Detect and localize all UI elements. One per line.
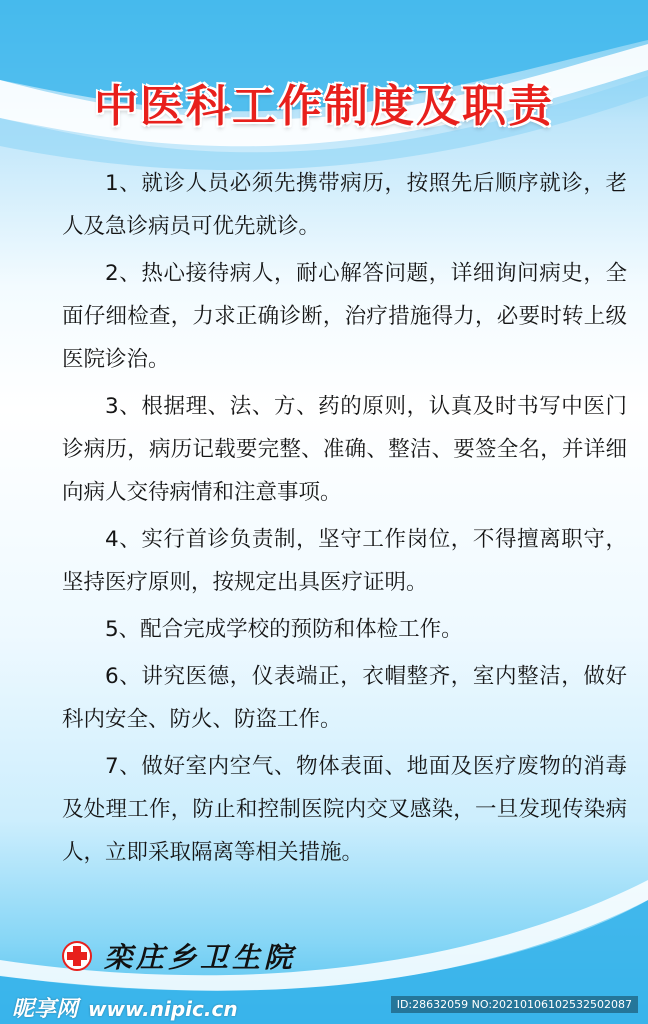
page-title: 中医科工作制度及职责 [94, 81, 554, 132]
rule-item: 5、配合完成学校的预防和体检工作。 [105, 617, 463, 642]
rule-item: 6、讲究医德，仪表端正，衣帽整齐，室内整洁，做好科内安全、防火、防盗工作。 [62, 664, 627, 732]
site-watermark [12, 992, 238, 1023]
hospital-logo [62, 936, 296, 976]
rule-item: 4、实行首诊负责制，坚守工作岗位，不得擅离职守，坚持医疗原则，按规定出具医疗证明。 [62, 527, 627, 595]
watermark-brand: 昵享网 [12, 997, 79, 1022]
rule-item: 1、就诊人员必须先携带病历，按照先后顺序就诊，老人及急诊病员可优先就诊。 [62, 171, 627, 239]
watermark-url: www.nipic.cn [88, 997, 238, 1021]
rules-list [62, 162, 627, 878]
rule-item: 2、热心接待病人，耐心解答问题，详细询问病史，全面仔细检查，力求正确诊断，治疗措施得力，必要时转上级医院诊治。 [62, 261, 627, 372]
rule-item: 3、根据理、法、方、药的原则，认真及时书写中医门诊病历，病历记载要完整、准确、整洁、要签全名，并详细向病人交待病情和注意事项。 [62, 394, 627, 505]
red-cross-icon [62, 941, 92, 971]
rule-item: 7、做好室内空气、物体表面、地面及医疗废物的消毒及处理工作，防止和控制医院内交叉感染，一旦发现传染病人，立即采取隔离等相关措施。 [62, 754, 627, 865]
hospital-name: 栾庄乡卫生院 [104, 941, 297, 974]
image-id-label: ID:28632059 NO:20210106102532502087 [391, 996, 638, 1013]
